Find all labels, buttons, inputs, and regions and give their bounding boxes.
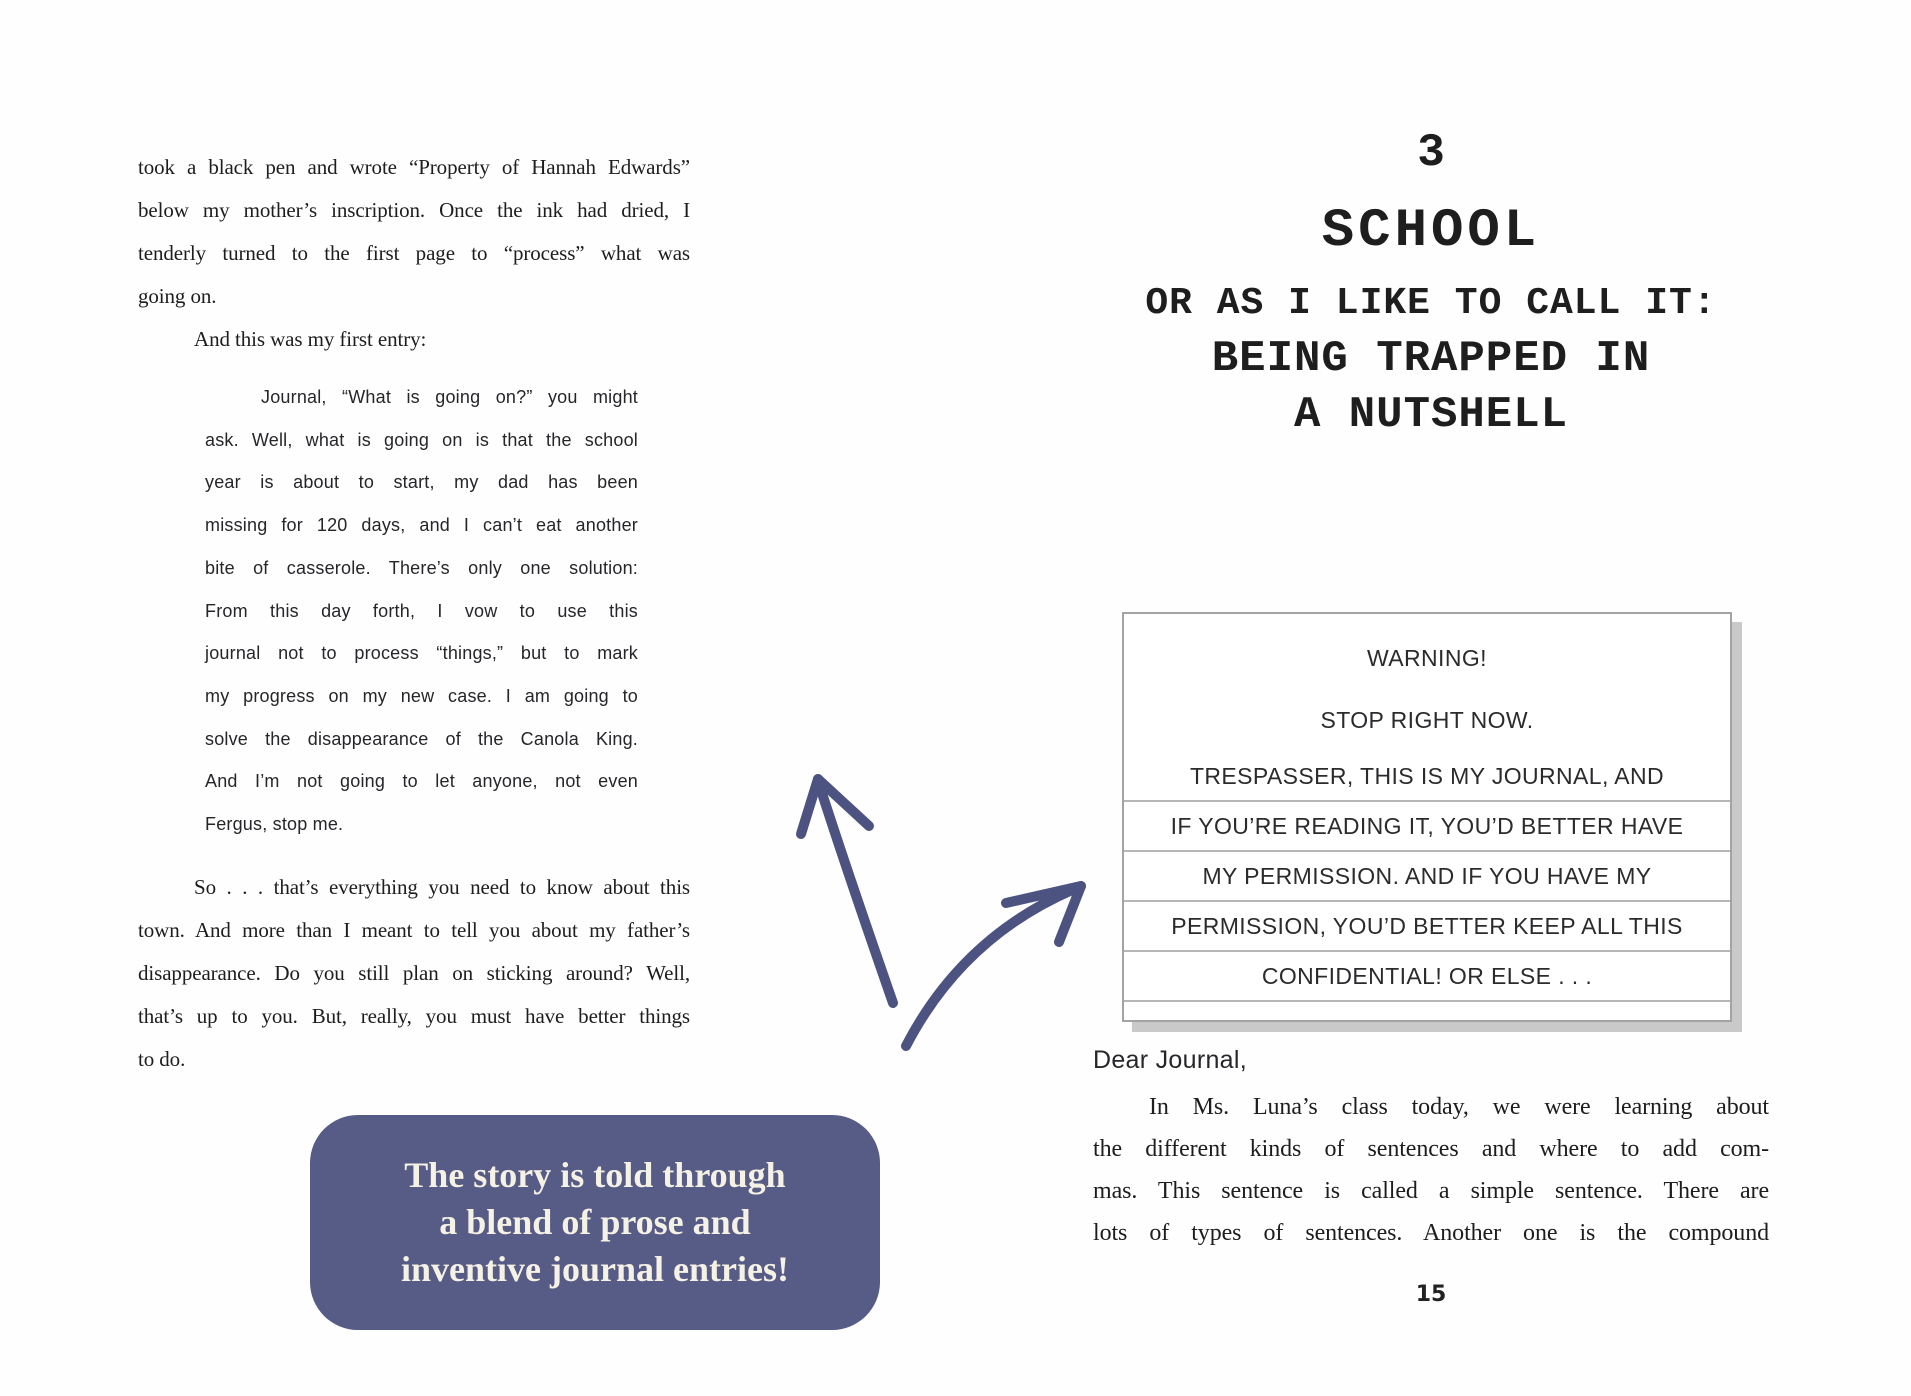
warning-box-spacer bbox=[1124, 1002, 1730, 1020]
journal-warning-box bbox=[1122, 612, 1732, 1022]
prose-line: town. And more than I meant to tell you about my father’s bbox=[138, 918, 690, 942]
callout-line: inventive journal entries! bbox=[401, 1249, 789, 1289]
prose-line: the different kinds of sentences and where to add com- bbox=[1093, 1136, 1769, 1162]
journal-line: missing for 120 days, and I can’t eat another bbox=[205, 515, 638, 536]
warning-heading: WARNING! bbox=[1367, 645, 1487, 671]
journal-line: Journal, “What is going on?” you might bbox=[261, 387, 638, 407]
arrow-to-journal-entry-icon bbox=[801, 779, 893, 1003]
chapter-number: 3 bbox=[1417, 127, 1445, 179]
warning-ruled-line: TRESPASSER, THIS IS MY JOURNAL, AND bbox=[1124, 752, 1730, 802]
prose-line: going on. bbox=[138, 284, 217, 308]
journal-line: solve the disappearance of the Canola King. bbox=[205, 728, 638, 749]
warning-ruled-line: CONFIDENTIAL! OR ELSE . . . bbox=[1124, 952, 1730, 1002]
warning-subheading: STOP RIGHT NOW. bbox=[1320, 707, 1534, 733]
journal-line: year is about to start, my dad has been bbox=[205, 472, 638, 493]
review-callout-bubble bbox=[310, 1115, 880, 1330]
journal-line: From this day forth, I vow to use this bbox=[205, 600, 638, 621]
warning-ruled-line: MY PERMISSION. AND IF YOU HAVE MY bbox=[1124, 852, 1730, 902]
prose-line: disappearance. Do you still plan on sticking around? Well, bbox=[138, 961, 690, 985]
prose-line: tenderly turned to the first page to “process” what was bbox=[138, 241, 690, 265]
journal-line: journal not to process “things,” but to mark bbox=[205, 643, 638, 664]
arrow-to-warning-box-icon bbox=[906, 886, 1081, 1046]
journal-line: bite of casserole. There’s only one solution: bbox=[205, 557, 638, 578]
journal-line: my progress on my new case. I am going to bbox=[205, 685, 638, 706]
chapter-subtitle-line: A NUTSHELL bbox=[1293, 390, 1569, 440]
prose-line: In Ms. Luna’s class today, we were learning about bbox=[1149, 1094, 1769, 1120]
journal-line: Fergus, stop me. bbox=[205, 814, 344, 835]
prose-line: to do. bbox=[138, 1047, 186, 1071]
warning-ruled-line: IF YOU’RE READING IT, YOU’D BETTER HAVE bbox=[1124, 802, 1730, 852]
intro-paragraph bbox=[138, 146, 690, 361]
prose-line: lots of types of sentences. Another one is the compound bbox=[1093, 1220, 1769, 1246]
prose-line: mas. This sentence is called a simple sentence. There are bbox=[1093, 1178, 1769, 1204]
chapter-title: SCHOOL bbox=[1321, 201, 1541, 262]
page-number: 15 bbox=[1415, 1282, 1447, 1307]
callout-line: a blend of prose and bbox=[439, 1202, 751, 1242]
prose-line: below my mother’s inscription. Once the ink had dried, I bbox=[138, 198, 690, 222]
closing-paragraph bbox=[138, 866, 690, 1081]
journal-line: And I’m not going to let anyone, not even bbox=[205, 771, 638, 792]
journal-body-paragraph bbox=[1093, 1086, 1769, 1254]
journal-line: ask. Well, what is going on is that the school bbox=[205, 429, 638, 450]
chapter-heading bbox=[1095, 118, 1767, 443]
prose-line: So . . . that’s everything you need to know about this bbox=[194, 875, 690, 899]
journal-greeting: Dear Journal, bbox=[1093, 1046, 1247, 1074]
prose-line: took a black pen and wrote “Property of Hannah Edwards” bbox=[138, 155, 690, 179]
chapter-subtitle-line: BEING TRAPPED IN bbox=[1211, 334, 1651, 384]
chapter-subtitle-line: OR AS I LIKE TO CALL IT: bbox=[1145, 282, 1717, 325]
warning-ruled-line: PERMISSION, YOU’D BETTER KEEP ALL THIS bbox=[1124, 902, 1730, 952]
journal-entry bbox=[205, 376, 638, 846]
prose-line: And this was my first entry: bbox=[194, 327, 427, 351]
prose-line: that’s up to you. But, really, you must have better things bbox=[138, 1004, 690, 1028]
callout-line: The story is told through bbox=[404, 1155, 786, 1195]
